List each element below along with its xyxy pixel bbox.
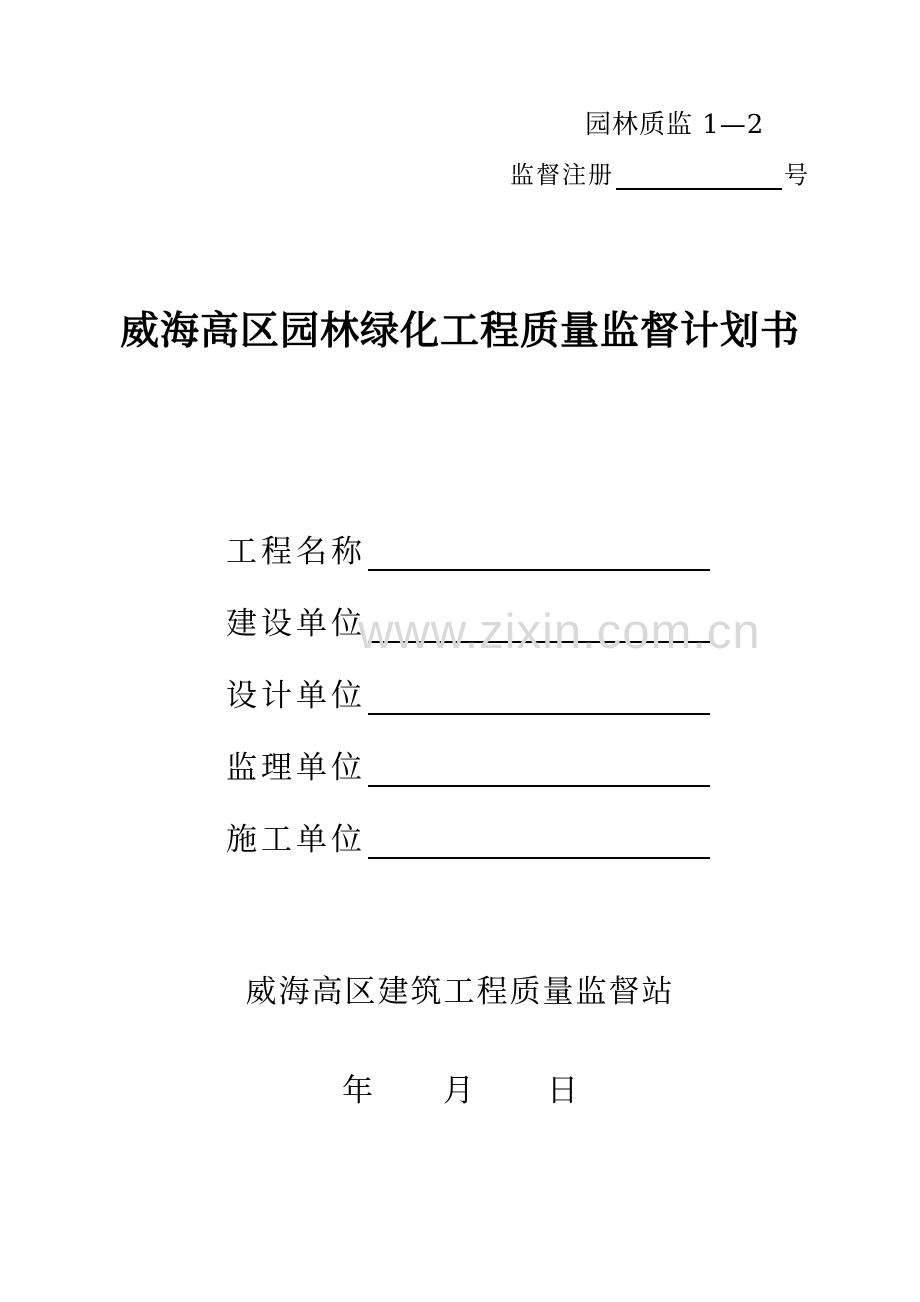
field-blank xyxy=(368,535,710,571)
field-design-unit xyxy=(226,670,710,715)
field-contractor-unit xyxy=(226,814,710,859)
watermark: www.zixin.com.cn xyxy=(358,605,761,659)
date-day: 日 xyxy=(547,1073,578,1109)
date-month: 月 xyxy=(443,1073,474,1109)
field-label: 施工单位 xyxy=(226,822,366,858)
field-label: 建设单位 xyxy=(226,606,366,642)
field-blank xyxy=(368,751,710,787)
registration-number-blank xyxy=(616,162,782,190)
form-code: 园林质监 1—2 xyxy=(585,110,765,140)
field-supervision-unit xyxy=(226,742,710,787)
field-blank xyxy=(368,679,710,715)
field-label: 监理单位 xyxy=(226,750,366,786)
field-label: 工程名称 xyxy=(226,534,366,570)
field-project-name xyxy=(226,526,710,571)
document-title: 威海高区园林绿化工程质量监督计划书 xyxy=(119,308,800,354)
field-label: 设计单位 xyxy=(226,678,366,714)
field-blank xyxy=(368,823,710,859)
registration-line xyxy=(510,155,810,190)
registration-label: 监督注册 xyxy=(510,161,614,189)
registration-suffix: 号 xyxy=(784,161,810,189)
issuing-station: 威海高区建筑工程质量监督站 xyxy=(245,974,675,1010)
date-year: 年 xyxy=(342,1073,373,1109)
